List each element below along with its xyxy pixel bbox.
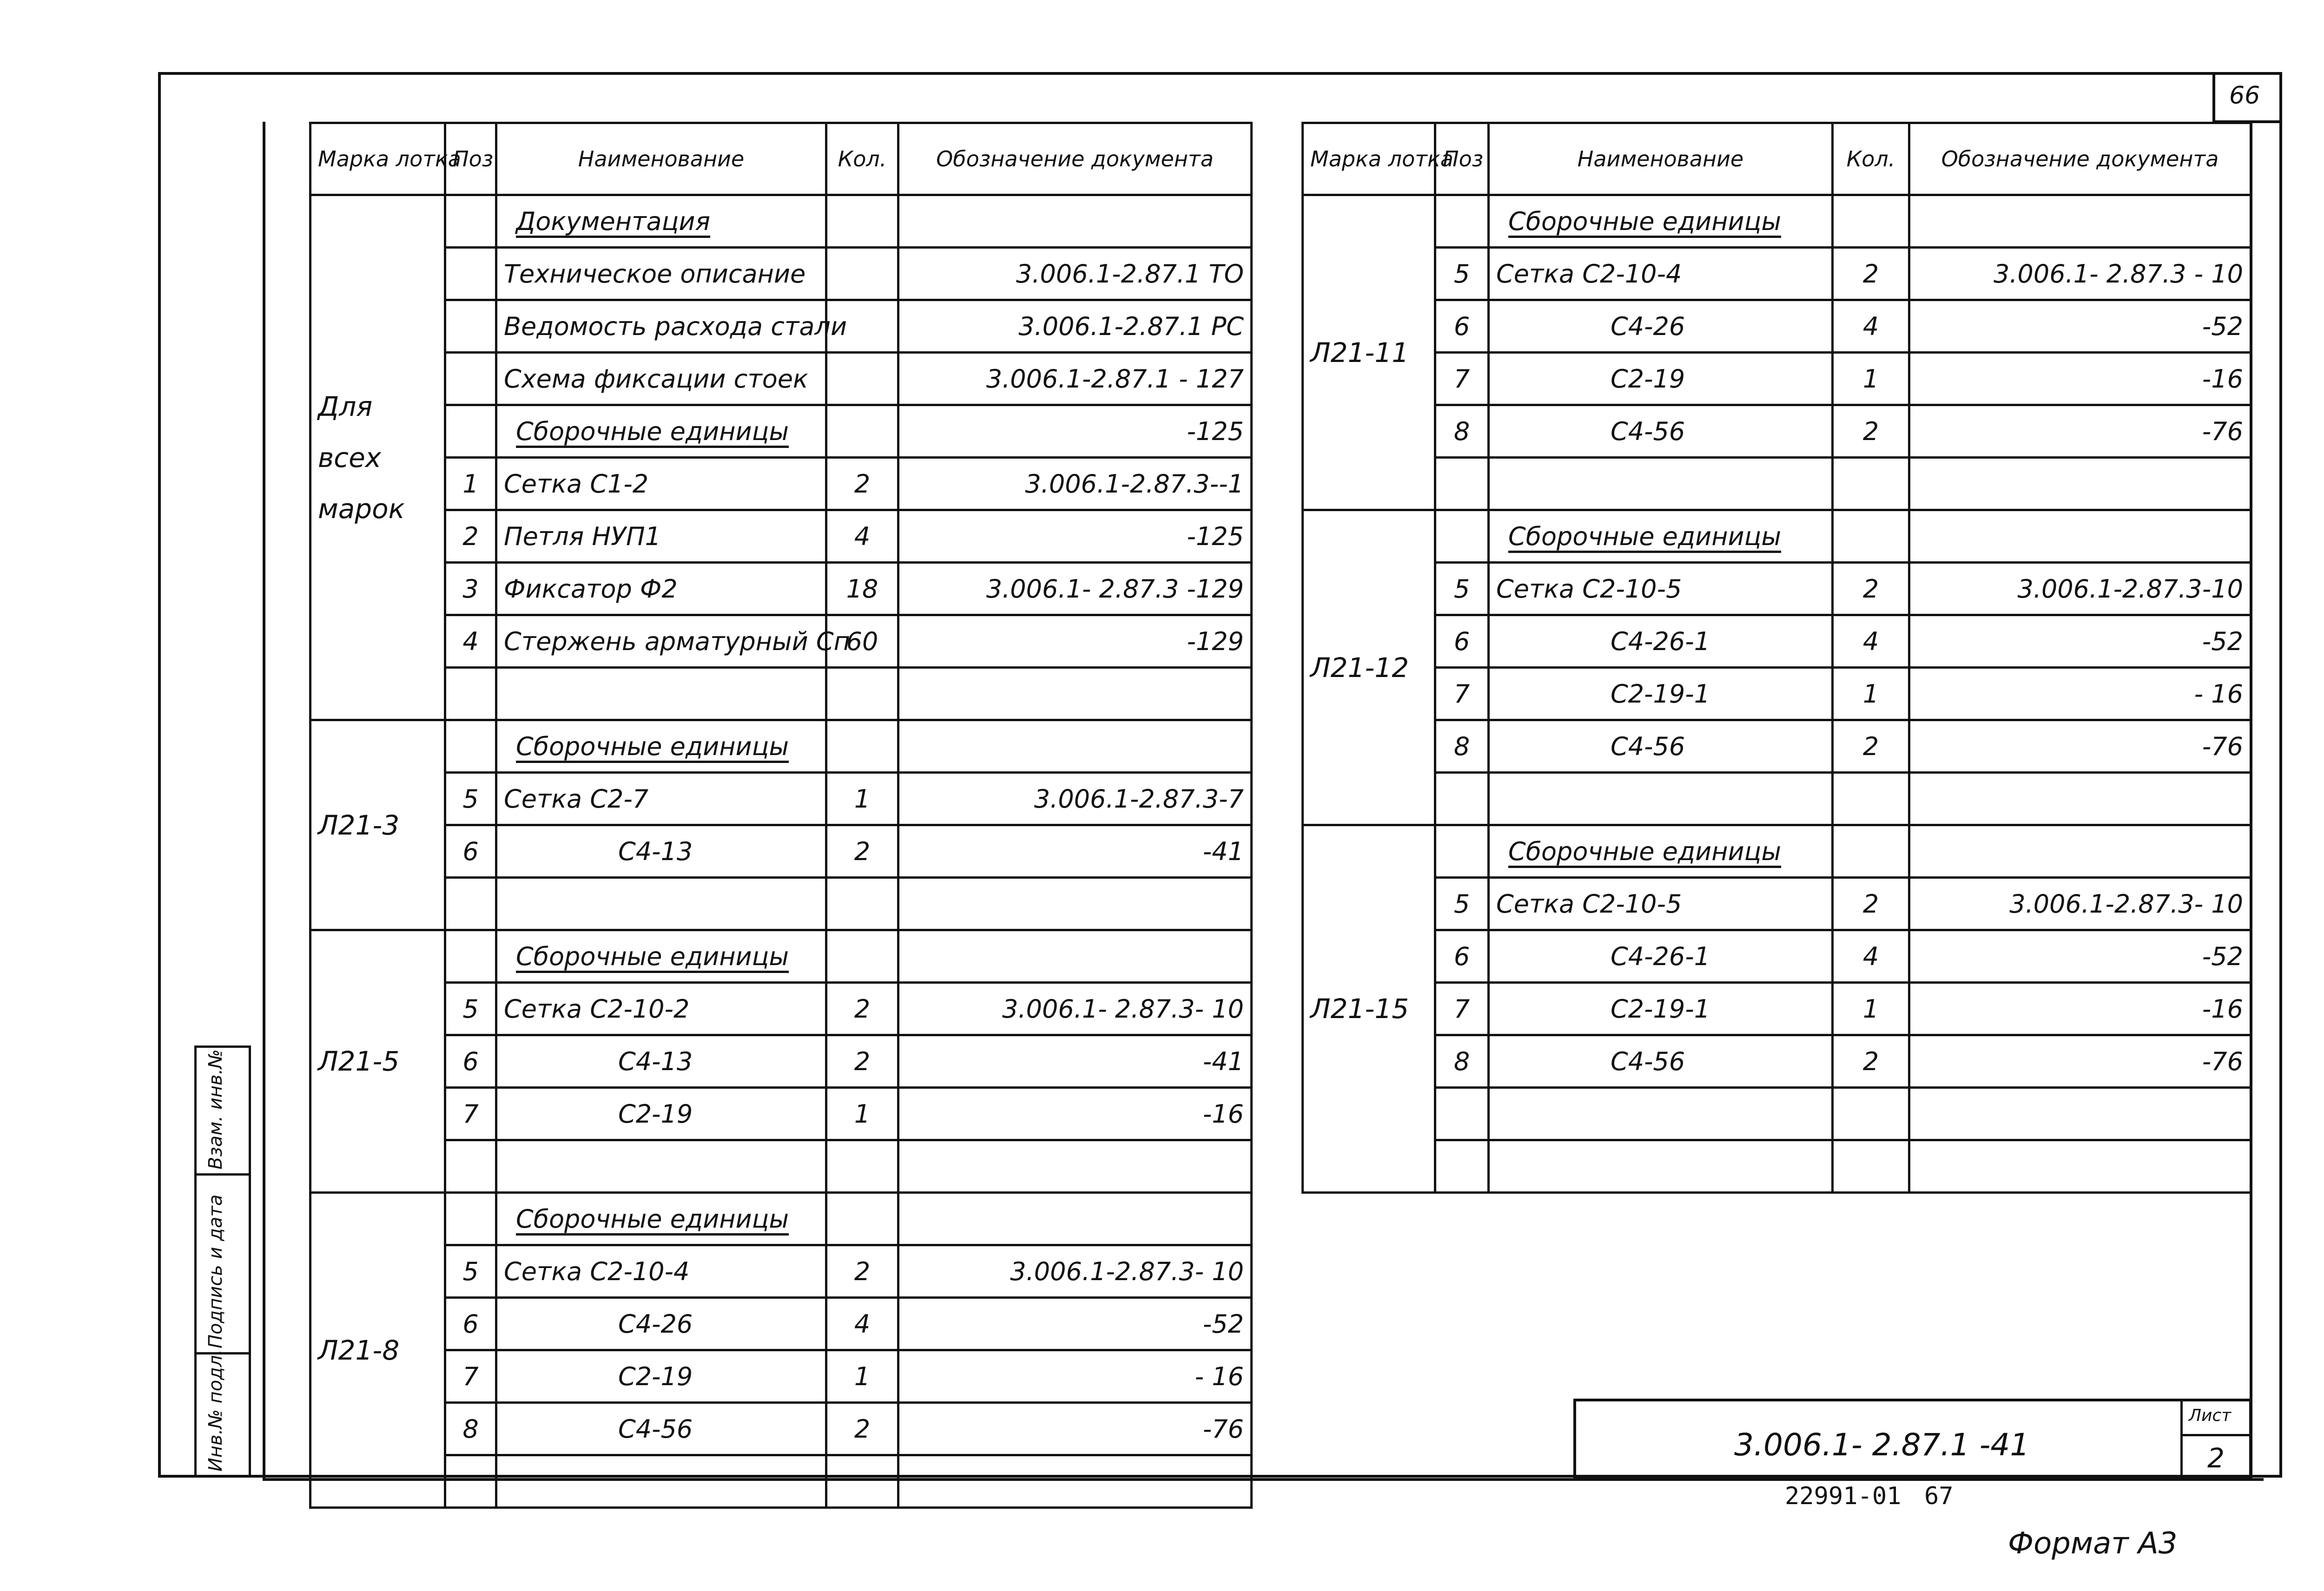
qty-cell: 2 bbox=[1833, 1035, 1909, 1088]
left-spec-table bbox=[309, 122, 1253, 1509]
table-row bbox=[310, 825, 1252, 878]
doc-cell: 3.006.1-2.87.1 - 127 bbox=[898, 353, 1252, 405]
name-cell bbox=[1489, 1140, 1833, 1193]
pos-cell: 6 bbox=[445, 1035, 496, 1088]
doc-cell: -41 bbox=[898, 1035, 1252, 1088]
table-row bbox=[1303, 300, 2251, 353]
doc-cell bbox=[898, 1193, 1252, 1245]
pos-cell: 6 bbox=[1435, 930, 1489, 983]
name-cell: Сетка С2-7 bbox=[496, 773, 826, 825]
name-cell: Схема фиксации стоек bbox=[496, 353, 826, 405]
doc-cell bbox=[1909, 773, 2251, 825]
header-pos: Поз bbox=[1435, 123, 1489, 195]
pos-cell: 4 bbox=[445, 615, 496, 668]
name-cell: С4-26 bbox=[496, 1298, 826, 1350]
qty-cell bbox=[1833, 773, 1909, 825]
name-cell bbox=[1489, 458, 1833, 510]
right-spec-table bbox=[1301, 122, 2252, 1194]
name-cell bbox=[496, 878, 826, 930]
table-header-row bbox=[1303, 123, 2251, 195]
header-qty: Кол. bbox=[826, 123, 898, 195]
doc-cell: -52 bbox=[1909, 930, 2251, 983]
qty-cell: 4 bbox=[1833, 930, 1909, 983]
pos-cell bbox=[1435, 825, 1489, 878]
table-row bbox=[310, 1088, 1252, 1140]
qty-cell bbox=[1833, 1088, 1909, 1140]
qty-cell bbox=[826, 195, 898, 248]
doc-cell: - 16 bbox=[898, 1350, 1252, 1403]
header-doc: Обозначение документа bbox=[1909, 123, 2251, 195]
table-row bbox=[1303, 878, 2251, 930]
qty-cell bbox=[826, 720, 898, 773]
sheet-label-divider bbox=[2180, 1434, 2252, 1436]
doc-cell bbox=[898, 195, 1252, 248]
table-row bbox=[1303, 720, 2251, 773]
doc-cell bbox=[1909, 458, 2251, 510]
table-row bbox=[1303, 248, 2251, 300]
pos-cell bbox=[445, 668, 496, 720]
pos-cell: 7 bbox=[1435, 983, 1489, 1035]
name-cell: Сетка С2-10-5 bbox=[1489, 563, 1833, 615]
pos-cell bbox=[1435, 510, 1489, 563]
pos-cell: 3 bbox=[445, 563, 496, 615]
table-row bbox=[1303, 773, 2251, 825]
sheet-label: Лист bbox=[2189, 1406, 2232, 1425]
name-cell: Сборочные единицы bbox=[496, 930, 826, 983]
table-row bbox=[310, 668, 1252, 720]
pos-cell bbox=[445, 1140, 496, 1193]
qty-cell bbox=[826, 930, 898, 983]
pos-cell bbox=[445, 195, 496, 248]
doc-cell: -52 bbox=[1909, 300, 2251, 353]
table-row bbox=[1303, 353, 2251, 405]
doc-cell: -16 bbox=[1909, 983, 2251, 1035]
pos-cell bbox=[1435, 1140, 1489, 1193]
approval-column-inv-orig bbox=[194, 1349, 251, 1478]
qty-cell bbox=[1833, 825, 1909, 878]
table-row bbox=[1303, 825, 2251, 878]
doc-cell: 3.006.1-2.87.1 ТО bbox=[898, 248, 1252, 300]
header-name: Наименование bbox=[1489, 123, 1833, 195]
table-row bbox=[310, 510, 1252, 563]
pos-cell bbox=[1435, 195, 1489, 248]
name-cell bbox=[496, 668, 826, 720]
mark-cell: Для всех марок bbox=[310, 195, 445, 720]
archive-code: 22991-01 bbox=[1785, 1482, 1901, 1510]
table-row bbox=[1303, 195, 2251, 248]
name-cell: С2-19-1 bbox=[1489, 668, 1833, 720]
approval-label-sign-date: Подпись и дата bbox=[205, 1194, 226, 1348]
table-row bbox=[310, 563, 1252, 615]
table-row bbox=[310, 353, 1252, 405]
pos-cell: 5 bbox=[445, 773, 496, 825]
name-cell: С4-26-1 bbox=[1489, 615, 1833, 668]
qty-cell: 2 bbox=[826, 825, 898, 878]
name-cell: Сборочные единицы bbox=[496, 1193, 826, 1245]
pos-cell: 5 bbox=[445, 1245, 496, 1298]
pos-cell bbox=[445, 1455, 496, 1508]
approval-column-sign-date bbox=[194, 1173, 251, 1354]
name-cell: С4-13 bbox=[496, 825, 826, 878]
qty-cell bbox=[1833, 458, 1909, 510]
header-qty: Кол. bbox=[1833, 123, 1909, 195]
table-row bbox=[310, 1298, 1252, 1350]
qty-cell: 4 bbox=[826, 510, 898, 563]
doc-cell bbox=[898, 1140, 1252, 1193]
pos-cell: 7 bbox=[445, 1088, 496, 1140]
table-row bbox=[1303, 930, 2251, 983]
name-cell bbox=[1489, 1088, 1833, 1140]
name-cell: Сетка С1-2 bbox=[496, 458, 826, 510]
name-cell: С4-26 bbox=[1489, 300, 1833, 353]
pos-cell: 1 bbox=[445, 458, 496, 510]
doc-cell: -76 bbox=[1909, 405, 2251, 458]
table-row bbox=[1303, 405, 2251, 458]
table-row bbox=[310, 1035, 1252, 1088]
doc-cell: -125 bbox=[898, 510, 1252, 563]
name-cell bbox=[496, 1140, 826, 1193]
qty-cell bbox=[826, 1455, 898, 1508]
pos-cell bbox=[1435, 773, 1489, 825]
format-label: Формат А3 bbox=[2008, 1526, 2178, 1561]
name-cell: Техническое описание bbox=[496, 248, 826, 300]
header-doc: Обозначение документа bbox=[898, 123, 1252, 195]
name-cell: Сборочные единицы bbox=[1489, 195, 1833, 248]
table-row bbox=[1303, 563, 2251, 615]
sheet-number: 2 bbox=[2207, 1442, 2225, 1474]
table-row bbox=[310, 405, 1252, 458]
pos-cell: 6 bbox=[1435, 615, 1489, 668]
pos-cell: 2 bbox=[445, 510, 496, 563]
qty-cell: 60 bbox=[826, 615, 898, 668]
name-cell: Сетка С2-10-2 bbox=[496, 983, 826, 1035]
qty-cell: 1 bbox=[1833, 983, 1909, 1035]
doc-cell: 3.006.1-2.87.3-7 bbox=[898, 773, 1252, 825]
name-cell: Сборочные единицы bbox=[1489, 510, 1833, 563]
qty-cell: 2 bbox=[826, 1403, 898, 1455]
table-row bbox=[310, 1193, 1252, 1245]
doc-cell: -16 bbox=[898, 1088, 1252, 1140]
pos-cell: 5 bbox=[445, 983, 496, 1035]
qty-cell: 1 bbox=[826, 773, 898, 825]
doc-cell bbox=[898, 878, 1252, 930]
qty-cell: 4 bbox=[826, 1298, 898, 1350]
archive-page: 67 bbox=[1924, 1482, 1954, 1510]
approval-column-inv-repl bbox=[194, 1045, 251, 1176]
mark-cell: Л21-12 bbox=[1303, 510, 1435, 825]
approval-label-inv-repl: Взам. инв.№ bbox=[205, 1049, 226, 1170]
name-cell: Сборочные единицы bbox=[496, 405, 826, 458]
doc-cell: 3.006.1-2.87.3--1 bbox=[898, 458, 1252, 510]
doc-cell: -52 bbox=[898, 1298, 1252, 1350]
mark-cell: Л21-15 bbox=[1303, 825, 1435, 1193]
pos-cell: 8 bbox=[1435, 720, 1489, 773]
table-row bbox=[310, 773, 1252, 825]
qty-cell: 2 bbox=[1833, 248, 1909, 300]
name-cell: Ведомость расхода стали bbox=[496, 300, 826, 353]
name-cell: С2-19-1 bbox=[1489, 983, 1833, 1035]
header-mark: Марка лотка bbox=[310, 123, 445, 195]
doc-cell: -52 bbox=[1909, 615, 2251, 668]
doc-cell bbox=[1909, 1088, 2251, 1140]
table-row bbox=[310, 983, 1252, 1035]
qty-cell: 18 bbox=[826, 563, 898, 615]
doc-cell: -41 bbox=[898, 825, 1252, 878]
table-header-row bbox=[310, 123, 1252, 195]
header-pos: Поз bbox=[445, 123, 496, 195]
qty-cell bbox=[826, 405, 898, 458]
pos-cell bbox=[445, 248, 496, 300]
table-row bbox=[1303, 1035, 2251, 1088]
qty-cell bbox=[826, 878, 898, 930]
qty-cell: 2 bbox=[1833, 720, 1909, 773]
doc-cell bbox=[898, 720, 1252, 773]
doc-cell: 3.006.1-2.87.3- 10 bbox=[898, 1245, 1252, 1298]
name-cell: С2-19 bbox=[496, 1350, 826, 1403]
table-row bbox=[1303, 983, 2251, 1035]
pos-cell: 8 bbox=[445, 1403, 496, 1455]
pos-cell: 5 bbox=[1435, 248, 1489, 300]
pos-cell bbox=[445, 1193, 496, 1245]
doc-cell: -129 bbox=[898, 615, 1252, 668]
doc-cell: 3.006.1-2.87.3-10 bbox=[1909, 563, 2251, 615]
pos-cell: 5 bbox=[1435, 878, 1489, 930]
doc-cell bbox=[1909, 825, 2251, 878]
table-row bbox=[1303, 510, 2251, 563]
page-number-box bbox=[2212, 72, 2282, 123]
table-row bbox=[1303, 668, 2251, 720]
qty-cell: 2 bbox=[826, 1245, 898, 1298]
table-row bbox=[310, 1140, 1252, 1193]
header-name: Наименование bbox=[496, 123, 826, 195]
pos-cell: 6 bbox=[445, 1298, 496, 1350]
qty-cell bbox=[826, 668, 898, 720]
name-cell: Фиксатор Ф2 bbox=[496, 563, 826, 615]
qty-cell: 2 bbox=[826, 458, 898, 510]
name-cell: С4-56 bbox=[1489, 405, 1833, 458]
qty-cell bbox=[826, 1140, 898, 1193]
doc-cell bbox=[898, 930, 1252, 983]
pos-cell bbox=[445, 930, 496, 983]
pos-cell: 6 bbox=[1435, 300, 1489, 353]
doc-cell bbox=[898, 668, 1252, 720]
name-cell: Документация bbox=[496, 195, 826, 248]
table-row bbox=[310, 1350, 1252, 1403]
qty-cell: 2 bbox=[1833, 563, 1909, 615]
qty-cell: 2 bbox=[1833, 878, 1909, 930]
doc-cell bbox=[1909, 510, 2251, 563]
qty-cell: 1 bbox=[1833, 668, 1909, 720]
qty-cell bbox=[826, 1193, 898, 1245]
table-row bbox=[310, 720, 1252, 773]
qty-cell: 4 bbox=[1833, 615, 1909, 668]
name-cell: Сетка С2-10-4 bbox=[1489, 248, 1833, 300]
pos-cell bbox=[1435, 1088, 1489, 1140]
name-cell: С4-56 bbox=[1489, 720, 1833, 773]
qty-cell: 1 bbox=[1833, 353, 1909, 405]
doc-cell: 3.006.1- 2.87.3 - 10 bbox=[1909, 248, 2251, 300]
pos-cell: 7 bbox=[1435, 353, 1489, 405]
doc-cell: -16 bbox=[1909, 353, 2251, 405]
name-cell bbox=[496, 1455, 826, 1508]
pos-cell: 7 bbox=[1435, 668, 1489, 720]
sheet-divider bbox=[2180, 1401, 2183, 1480]
title-block bbox=[1573, 1399, 2252, 1480]
doc-cell bbox=[898, 1455, 1252, 1508]
pos-cell: 5 bbox=[1435, 563, 1489, 615]
name-cell: Сетка С2-10-5 bbox=[1489, 878, 1833, 930]
qty-cell: 1 bbox=[826, 1350, 898, 1403]
table-row bbox=[1303, 1140, 2251, 1193]
name-cell bbox=[1489, 773, 1833, 825]
page-number: 66 bbox=[2229, 82, 2260, 110]
header-mark: Марка лотка bbox=[1303, 123, 1435, 195]
pos-cell: 6 bbox=[445, 825, 496, 878]
qty-cell: 2 bbox=[1833, 405, 1909, 458]
name-cell: Сетка С2-10-4 bbox=[496, 1245, 826, 1298]
pos-cell bbox=[445, 300, 496, 353]
name-cell: Сборочные единицы bbox=[496, 720, 826, 773]
doc-cell: - 16 bbox=[1909, 668, 2251, 720]
doc-cell bbox=[1909, 1140, 2251, 1193]
qty-cell: 2 bbox=[826, 983, 898, 1035]
approval-label-inv-orig: Инв.№ подл. bbox=[205, 1349, 226, 1472]
table-row bbox=[310, 195, 1252, 248]
name-cell: С4-56 bbox=[496, 1403, 826, 1455]
table-row bbox=[1303, 458, 2251, 510]
name-cell: С4-13 bbox=[496, 1035, 826, 1088]
doc-cell: -76 bbox=[898, 1403, 1252, 1455]
pos-cell bbox=[1435, 458, 1489, 510]
pos-cell bbox=[445, 878, 496, 930]
name-cell: С4-56 bbox=[1489, 1035, 1833, 1088]
document-designation: 3.006.1- 2.87.1 -41 bbox=[1734, 1427, 2030, 1463]
table-row bbox=[310, 458, 1252, 510]
qty-cell: 1 bbox=[826, 1088, 898, 1140]
qty-cell bbox=[826, 353, 898, 405]
mark-cell: Л21-8 bbox=[310, 1193, 445, 1508]
pos-cell bbox=[445, 720, 496, 773]
doc-cell: 3.006.1- 2.87.3- 10 bbox=[898, 983, 1252, 1035]
table-row bbox=[310, 1245, 1252, 1298]
table-row bbox=[310, 878, 1252, 930]
doc-cell: -76 bbox=[1909, 1035, 2251, 1088]
table-row bbox=[310, 930, 1252, 983]
pos-cell: 8 bbox=[1435, 1035, 1489, 1088]
doc-cell: 3.006.1-2.87.1 РС bbox=[898, 300, 1252, 353]
table-row bbox=[310, 300, 1252, 353]
table-row bbox=[1303, 615, 2251, 668]
pos-cell: 7 bbox=[445, 1350, 496, 1403]
name-cell: С2-19 bbox=[496, 1088, 826, 1140]
qty-cell: 2 bbox=[826, 1035, 898, 1088]
qty-cell: 4 bbox=[1833, 300, 1909, 353]
mark-cell: Л21-11 bbox=[1303, 195, 1435, 510]
name-cell: С4-26-1 bbox=[1489, 930, 1833, 983]
qty-cell bbox=[826, 248, 898, 300]
table-row bbox=[310, 615, 1252, 668]
doc-cell: 3.006.1-2.87.3- 10 bbox=[1909, 878, 2251, 930]
table-row bbox=[310, 1455, 1252, 1508]
table-row bbox=[310, 1403, 1252, 1455]
name-cell: С2-19 bbox=[1489, 353, 1833, 405]
name-cell: Сборочные единицы bbox=[1489, 825, 1833, 878]
doc-cell: 3.006.1- 2.87.3 -129 bbox=[898, 563, 1252, 615]
qty-cell bbox=[1833, 195, 1909, 248]
doc-cell: -76 bbox=[1909, 720, 2251, 773]
qty-cell bbox=[1833, 1140, 1909, 1193]
pos-cell: 8 bbox=[1435, 405, 1489, 458]
name-cell: Стержень арматурный Сп bbox=[496, 615, 826, 668]
doc-cell bbox=[1909, 195, 2251, 248]
name-cell: Петля НУП1 bbox=[496, 510, 826, 563]
mark-cell: Л21-5 bbox=[310, 930, 445, 1193]
pos-cell bbox=[445, 405, 496, 458]
qty-cell bbox=[1833, 510, 1909, 563]
doc-cell: -125 bbox=[898, 405, 1252, 458]
pos-cell bbox=[445, 353, 496, 405]
table-row bbox=[310, 248, 1252, 300]
mark-cell: Л21-3 bbox=[310, 720, 445, 930]
table-row bbox=[1303, 1088, 2251, 1140]
